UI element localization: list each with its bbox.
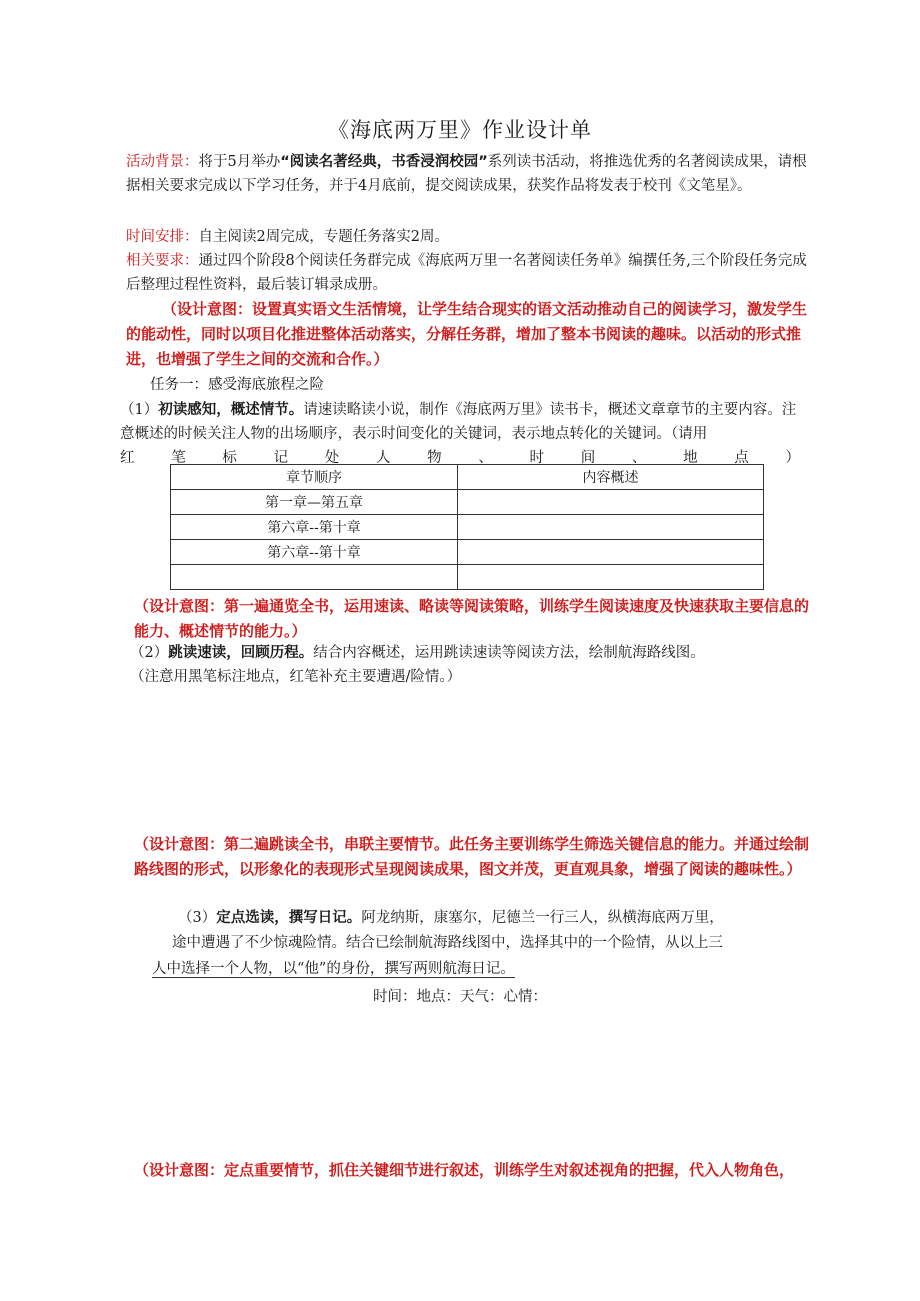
step3-title: 定点选读，撰写日记。 bbox=[216, 910, 362, 926]
background-event-name: “阅读名著经典，书香浸润校园” bbox=[280, 154, 488, 170]
step3-line-3: 人中选择一个人物，以“他”的身份，撰写两则航海日记。 bbox=[152, 961, 515, 977]
task1-step1 bbox=[120, 398, 808, 446]
table-cell[interactable] bbox=[458, 490, 764, 515]
step2-number: （2） bbox=[130, 645, 169, 661]
table-cell: 第一章—第五章 bbox=[171, 490, 458, 515]
table-cell: 第六章--第十章 bbox=[171, 515, 458, 540]
step1-last-line-part: 处 bbox=[324, 450, 340, 466]
table-header: 章节顺序 bbox=[171, 465, 458, 490]
table-cell[interactable] bbox=[458, 515, 764, 540]
step1-last-line-part: 人 bbox=[375, 450, 391, 466]
design-intent-4: （设计意图：定点重要情节，抓住关键细节进行叙述，训练学生对叙述视角的把握，代入人物角色， bbox=[134, 1161, 795, 1179]
table-header: 内容概述 bbox=[458, 465, 764, 490]
table-header-row bbox=[171, 465, 764, 490]
schedule-label: 时间安排： bbox=[126, 229, 199, 245]
step2-title: 跳读速读，回顾历程。 bbox=[168, 645, 314, 661]
related-requirements bbox=[126, 249, 808, 297]
design-intent-2: （设计意图：第一遍通览全书，运用速读、略读等阅读策略，训练学生阅读速度及快速获取主要信息的能力、概述情节的能力。） bbox=[134, 597, 810, 640]
step1-last-line-part: 地 bbox=[683, 450, 698, 466]
step1-last-line-part: 标 bbox=[222, 450, 237, 466]
design-intent-3: （设计意图：第二遍跳读全书，串联主要情节。此任务主要训练学生筛选关键信息的能力。并通过绘制路线图的形式，以形象化的表现形式呈现阅读成果，图文并茂，更直观具象，增强了阅读的趣味性。） bbox=[134, 835, 810, 878]
task1-step2 bbox=[130, 641, 810, 665]
step1-number: （1） bbox=[120, 402, 159, 418]
step1-last-line-part: 红 bbox=[120, 450, 135, 466]
step1-text: 请速读略读小说，制作《海底两万里》读书卡，概述文章章节的主要内容。注意概述的时候关注人物的出场顺序，表示时间变化的关键词，表示地点转化的关键词。（请用 bbox=[120, 402, 797, 442]
reading-card-table bbox=[170, 464, 764, 590]
task1-heading: 任务一：感受海底旅程之险 bbox=[150, 377, 324, 393]
step1-last-line-part: 记 bbox=[273, 450, 289, 466]
table-row bbox=[171, 490, 764, 515]
requirements-text: 通过四个阶段8个阅读任务群完成《海底两万里一名著阅读任务单》编撰任务,三个阶段任务完成后整理过程性资料，最后装订辑录成册。 bbox=[126, 253, 807, 293]
document-title: 《海底两万里》作业设计单 bbox=[328, 118, 592, 142]
schedule-text: 自主阅读2周完成，专题任务落实2周。 bbox=[198, 229, 449, 245]
table-row bbox=[171, 515, 764, 540]
step3-line-1: 阿龙纳斯，康塞尔，尼德兰一行三人，纵横海底两万里， bbox=[361, 910, 724, 926]
step1-last-line-part: ） bbox=[785, 450, 800, 466]
step1-last-line-part: 、 bbox=[478, 450, 493, 466]
step2-text: 结合内容概述，运用跳读速读等阅读方法，绘制航海路线图。 bbox=[313, 645, 705, 661]
activity-background bbox=[126, 150, 808, 198]
background-label: 活动背景： bbox=[126, 154, 199, 170]
table-row bbox=[171, 540, 764, 565]
step1-last-line-part: 、 bbox=[631, 450, 647, 466]
step1-last-line-part: 物 bbox=[427, 450, 442, 466]
diary-fields: 时间：地点：天气：心情： bbox=[373, 989, 547, 1005]
table-cell: 第六章--第十章 bbox=[171, 540, 458, 565]
table-cell[interactable] bbox=[458, 565, 764, 590]
step3-line-3-wrap bbox=[152, 957, 792, 981]
time-schedule bbox=[126, 225, 808, 249]
step1-last-line-part: 时 bbox=[529, 450, 544, 466]
step2-note: （注意用黑笔标注地点，红笔补充主要遭遇/险情。） bbox=[130, 669, 462, 685]
step1-last-line-part: 笔 bbox=[171, 450, 186, 466]
table-row bbox=[171, 565, 764, 590]
step1-title: 初读感知，概述情节。 bbox=[158, 402, 304, 418]
step1-last-line-part: 间 bbox=[580, 450, 596, 466]
requirements-label: 相关要求： bbox=[126, 253, 199, 269]
step3-line-2: 途中遭遇了不少惊魂险情。结合已绘制航海路线图中，选择其中的一个险情，从以上三 bbox=[172, 935, 723, 951]
table-cell[interactable] bbox=[458, 540, 764, 565]
task1-step3 bbox=[178, 906, 798, 930]
table-cell[interactable] bbox=[171, 565, 458, 590]
step1-last-line-part: 点 bbox=[734, 450, 749, 466]
design-intent-1: （设计意图：设置真实语文生活情境，让学生结合现实的语文活动推动自己的阅读学习，激发学生的能动性，同时以项目化推进整体活动落实，分解任务群，增加了整本书阅读的趣味。以活动的形式推进，也增强了学生之间的交流和合作。） bbox=[126, 300, 808, 368]
background-text-1: 将于5月举办 bbox=[198, 154, 281, 170]
step3-number: （3） bbox=[178, 910, 217, 926]
background-text-2: 系列读书活动，将推选优秀的名著阅读成果，请根据相关要求完成以下学习任务，并于4月底前，提交阅读成果，获奖作品将发表于校刊《文笔星》。 bbox=[126, 154, 807, 194]
